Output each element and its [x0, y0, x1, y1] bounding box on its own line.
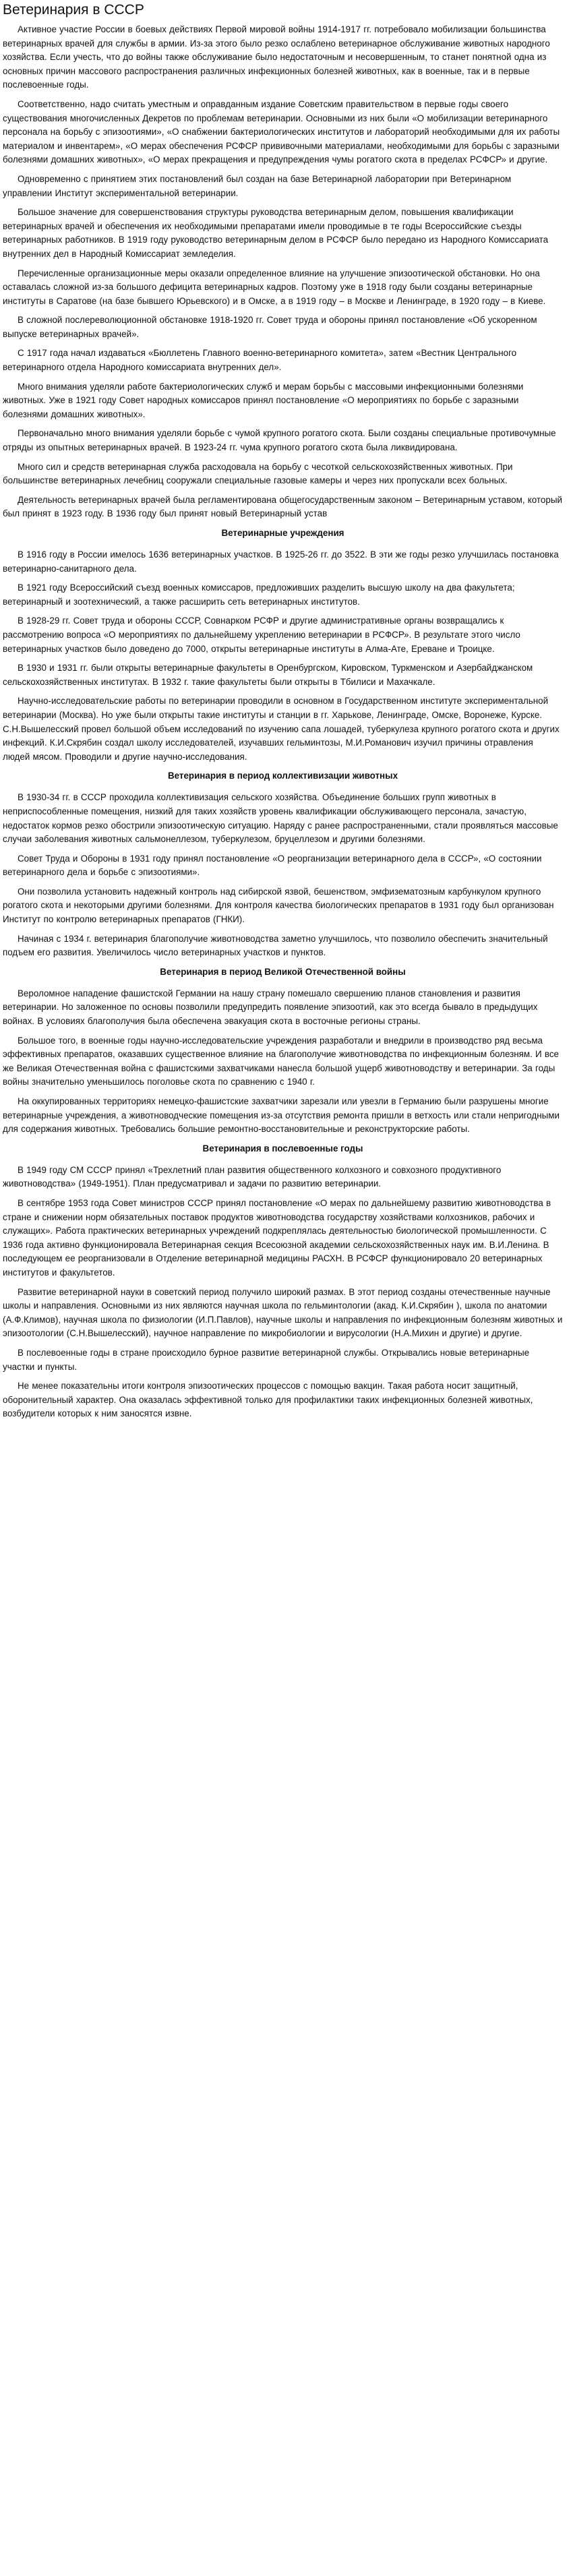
paragraph: Много внимания уделяли работе бактериологических служб и мерам борьбы с массовыми инфекционными болезнями животных. Уже в 1921 году Совет народных комиссаров принял постановление «О мероприятиях по борьбе с заразными болезнями домашних животных». [3, 381, 524, 419]
paragraph: В сентябре 1953 года Совет министров СССР принял постановление «О мерах по дальнейшему развитию животноводства в стране и снижении норм обязательных поставок продуктов животноводства государству хозяйствами колхозников, рабочих и служащих». Работа практических ветеринарных учреждений подкреплялась деятельностью биологической промышленности. С 1936 года активно функционировала Ветеринарная секция Всесоюзной академии сельскохозяйственных наук им. В.И.Ленина. В последующем ее реорганизовали в Отделение ветеринарной медицины РАСХН. В РСФСР функционировало 20 ветеринарных институтов и факультетов. [3, 1197, 551, 1278]
section-vet-institutions [3, 527, 563, 764]
section-heading: Ветеринария в период Великой Отечественной войны [160, 966, 406, 977]
paragraph: Большое значение для совершенствования структуры руководства ветеринарным делом, повышения квалификации ветеринарных врачей и обеспечения их необходимыми препаратами имели проводимые в те годы Всероссийские съезды ветеринарных работников. В 1919 году руководство ветеринарным делом в РСФСР было передано из Народного Комиссариата внутренних дел в Народный Комиссариат земледелия. [3, 207, 549, 259]
paragraph: Большое того, в военные годы научно-исследовательские учреждения разработали и внедрили в производство ряд весьма эффективных препаратов, оказавших существенное влияние на благополучие животноводства по инфекционным болезням. И все же Великая Отечественная война с фашистскими захватчиками нанесла большой ущерб животноводству и ветеринарии. За годы войны значительно уменьшилось поголовье скота по сравнению с 1940 г. [3, 1035, 559, 1087]
section-collectivization [3, 769, 563, 960]
section-heading: Ветеринария в послевоенные годы [202, 1143, 363, 1154]
paragraph: В 1928-29 гг. Совет труда и обороны СССР, Совнарком РСФР и другие административные органы возвращались к рассмотрению вопроса «О мероприятиях по дальнейшему укреплению ветеринарии в РСФСР». В результате этого число ветеринарных участков было доведено до 7000, открыты ветеринарные институты в Алма-Ате, Ереване и Троицке. [3, 616, 520, 654]
paragraph: В 1930 и 1931 гг. были открыты ветеринарные факультеты в Оренбургском, Кировском, Туркменском и Азербайджанском сельскохозяйственных институтах. В 1932 г. такие факультеты были открыты в Тбилиси и Махачкале. [3, 663, 533, 687]
paragraph: В 1921 году Всероссийский съезд военных комиссаров, предложивших разделить высшую школу на два факультета; ветеринарный и зоотехнический, а также расширить сеть ветеринарных институтов. [3, 582, 515, 607]
paragraph: Не менее показательны итоги контроля эпизоотических процессов с помощью вакцин. Такая работа носит защитный, оборонительный характер. Она оказалась эффективной только для профилактики таких инфекционных болезней животных, возбудители которых к ним заносятся извне. [3, 1381, 533, 1419]
paragraph: С 1917 года начал издаваться «Бюллетень Главного военно-ветеринарного комитета», затем «Вестник Центрального ветеринарного отдела Народного комиссариата внутренних дел». [3, 348, 517, 373]
paragraph: В 1930-34 гг. в СССР проходила коллективизация сельского хозяйства. Объединение больших групп животных в неприспособленные помещения, низкий для таких хозяйств уровень квалификации обслуживающего персонала, зачастую, недостаток кормов резко обострили эпизоотическую ситуацию. Наряду с ранее распространенными, стали проявляться массовые случаи заболевания животных сальмонеллезом, туберкулезом, бруцеллезом и другими болезнями. [3, 792, 558, 845]
paragraph: Много сил и средств ветеринарная служба расходовала на борьбу с чесоткой сельскохозяйственных животных. При большинстве ветеринарных лечебниц сооружали специальные газовые камеры и через них пропускали всех больных. [3, 461, 513, 486]
paragraph: Начиная с 1934 г. ветеринария благополучие животноводства заметно улучшилось, что позволило обеспечить значительный подъем его развития. Увеличилось число ветеринарных участков и пунктов. [3, 933, 548, 958]
paragraph: Соответственно, надо считать уместным и оправданным издание Советским правительством в первые годы своего существования многочисленных Декретов по проблемам ветеринарии. Основными из них были «О мобилизации ветеринарного персонала на борьбу с эпизоотиями», «О снабжении бактериологических институтов и лабораторий необходимыми для их работы материалом и инвентарем», «О мерах обеспечения РСФСР прививочными материалами, необходимыми для борьбы с заразными болезнями домашних животных», «О мерах прекращения и предупреждения чумы рогатого скота в пределах РСФСР» и другие. [3, 98, 560, 165]
section-postwar [3, 1142, 563, 1421]
paragraph: Научно-исследовательские работы по ветеринарии проводили в основном в Государственном институте экспериментальной ветеринарии (Москва). Но уже были открыты такие институты и станции в гг. Харькове, Ленинграде, Омске, Воронеже, Курске. С.Н.Вышелесский провел большой объем исследований по изучению сапа лошадей, туберкулеза крупного рогатого скота и других инфекций. К.И.Скрябин создал школу исследователей, изучавших гельминтозы, М.И.Романович изучил причины отравления людей мясом. Проводили и другие научно-исследования. [3, 696, 560, 762]
paragraph: В 1949 году СМ СССР принял «Трехлетний план развития общественного колхозного и совхозного продуктивного животноводства» (1949-1951). План предусматривал и задачи по развитию ветеринарии. [3, 1164, 502, 1189]
paragraph: Вероломное нападение фашистской Германии на нашу страну помешало свершению планов становления и развития ветеринарии. Но заложенное по основы позволили предупредить появление эпизоотий, как это всегда бывало в предыдущих войнах. В условиях благополучия была обеспечена эвакуация скота в восточные регионы страны. [3, 988, 538, 1027]
paragraph: Совет Труда и Обороны в 1931 году принял постановление «О реорганизации ветеринарного дела в СССР», «О состоянии ветеринарного дела и борьбе с эпизоотиями». [3, 853, 542, 878]
section-intro [3, 23, 563, 521]
section-heading: Ветеринарные учреждения [221, 528, 344, 538]
paragraph: Перечисленные организационные меры оказали определенное влияние на улучшение эпизоотической обстановки. Но она оставалась сложной из-за большого дефицита ветеринарных кадров. Поэтому уже в 1918 году были созданы ветеринарные институты в Саратове (на базе бывшего Юрьевского) и в Омске, а в 1919 году – в Москве и Ленинграде, в 1920 году – в Киеве. [3, 268, 546, 306]
paragraph: Активное участие России в боевых действиях Первой мировой войны 1914-1917 гг. потребовало мобилизации большинства ветеринарных врачей для службы в армии. Из-за этого было резко ослаблено ветеринарное обслуживание животных народного хозяйства. Если учесть, что до войны также обслуживание было недостаточным и несовершенным, то станет понятной одна из основных причин массового распространения различных инфекционных болезней животных, как в военные, так и в первые послевоенные годы. [3, 24, 550, 90]
paragraph: Деятельность ветеринарных врачей была регламентирована общегосударственным законом – Ветеринарным уставом, который был принят в 1923 году. В 1936 году был принят новый Ветеринарный устав [3, 494, 562, 519]
paragraph: Одновременно с принятием этих постановлений был создан на базе Ветеринарной лаборатории при Ветеринарном управлении Институт экспериментальной ветеринарии. [3, 173, 512, 198]
paragraph: Первоначально много внимания уделяли борьбе с чумой крупного рогатого скота. Были созданы специальные противочумные отряды из опытных ветеринарных врачей. В 1923-24 гг. чума крупного рогатого скота была ликвидирована. [3, 428, 556, 453]
paragraph: В послевоенные годы в стране происходило бурное развитие ветеринарной службы. Открывались новые ветеринарные участки и пункты. [3, 1347, 530, 1372]
section-great-patriotic-war [3, 965, 563, 1137]
paragraph: В 1916 году в России имелось 1636 ветеринарных участков. В 1925-26 гг. до 3522. В эти же годы резко улучшилась постановка ветеринарно-санитарного дела. [3, 549, 559, 574]
paragraph: Развитие ветеринарной науки в советский период получило широкий размах. В этот период созданы отечественные научные школы и направления. Основными из них являются научная школа по гельминтологии (акад. К.И.Скрябин ), школа по анатомии (А.Ф.Климов), научная школа по физиологии (И.П.Павлов), научные школы и направления по инфекционным болезням животных и эпизоотологии (С.Н.Вышелесский), научное направление по микробиологии и вирусологии (Н.А.Михин и другие) и другие. [3, 1286, 563, 1339]
paragraph: Они позволила установить надежный контроль над сибирской язвой, бешенством, эмфизематозным карбункулом крупного рогатого скота и некоторыми другими болезнями. Для контроля качества биологических препаратов в 1931 году был организован Институт по контролю ветеринарных препаратов (ГНКИ). [3, 886, 554, 925]
page-title: Ветеринария в СССР [3, 2, 144, 18]
paragraph: На оккупированных территориях немецко-фашистские захватчики зарезали или увезли в Германию были разрушены многие ветеринарные учреждения, а животноводческие помещения из-за отсутствия ремонта пришли в ветхость или стали непригодными для содержания животных. Требовались большие ремонтно-восстановительные и реконструкторские работы. [3, 1096, 560, 1135]
section-heading: Ветеринария в период коллективизации животных [167, 771, 398, 781]
paragraph: В сложной послереволюционной обстановке 1918-1920 гг. Совет труда и обороны принял постановление «Об ускоренном выпуске ветеринарных врачей». [3, 315, 537, 339]
